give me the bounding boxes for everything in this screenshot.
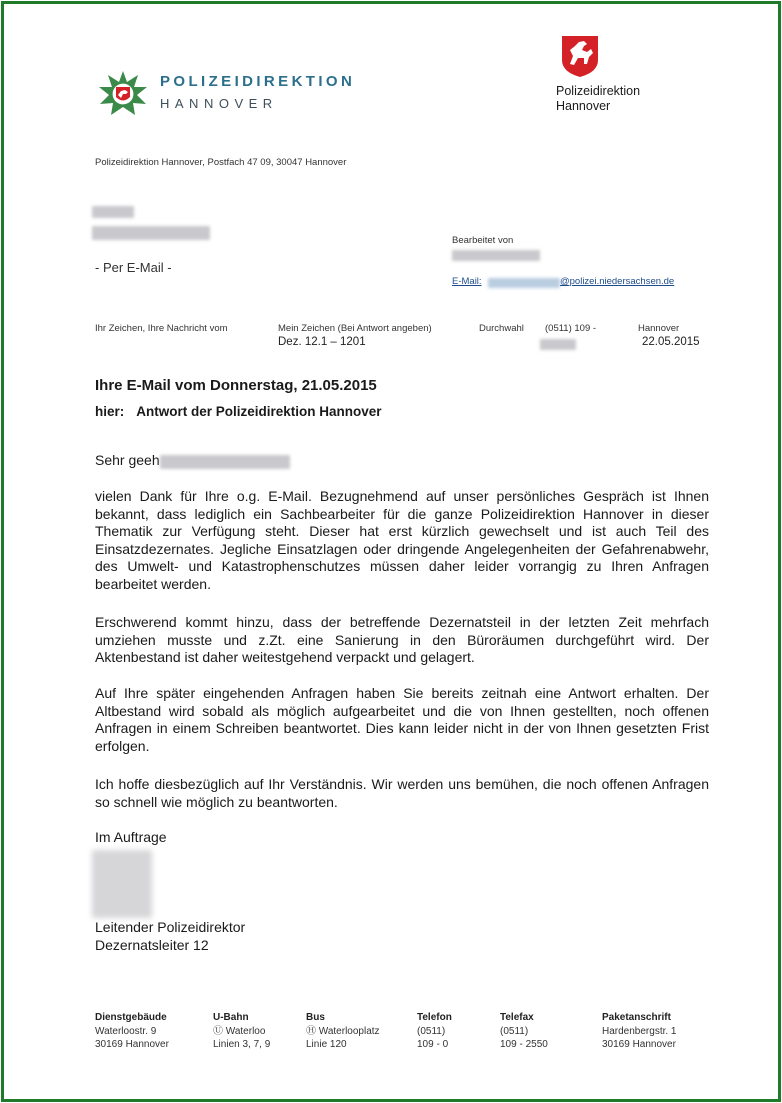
footer-heading: Paketanschrift — [602, 1012, 671, 1023]
signature-title-1: Leitender Polizeidirektor — [95, 919, 246, 935]
police-star-logo-icon — [98, 70, 148, 116]
redacted-recipient-address — [92, 226, 210, 240]
redacted-extension — [540, 339, 576, 350]
right-org-line2: Hannover — [556, 99, 611, 113]
footer-heading: Dienstgebäude — [95, 1012, 167, 1023]
footer-heading: U-Bahn — [213, 1012, 249, 1023]
subject-subline — [95, 404, 382, 419]
body-paragraph-4: Ich hoffe diesbezüglich auf Ihr Verständnis. Wir werden uns bemühen, die noch offenen Anfragen so schnell wie möglich zu beantworten. — [95, 776, 709, 810]
redacted-signature — [92, 850, 152, 918]
redacted-email-user — [488, 278, 560, 288]
footer-col-parcel — [602, 1011, 677, 1052]
extension-value: (0511) 109 - — [545, 323, 597, 334]
greeting-text: Sehr geeh — [95, 452, 160, 468]
org-name: POLIZEIDIREKTION — [160, 73, 356, 90]
subject-prefix: hier: — [95, 404, 125, 419]
delivery-method: - Per E-Mail - — [95, 260, 172, 275]
right-org-name — [556, 84, 640, 114]
footer-line: (0511) — [500, 1025, 529, 1037]
date-value: 22.05.2015 — [642, 336, 700, 348]
footer-heading: Telefax — [500, 1012, 534, 1023]
footer-line: Hardenbergstr. 1 — [602, 1025, 677, 1037]
footer-line: 30169 Hannover — [95, 1039, 169, 1050]
footer-line: Ⓤ Waterloo — [213, 1025, 266, 1037]
footer-col-fax — [500, 1011, 548, 1052]
footer-line: 109 - 2550 — [500, 1039, 548, 1050]
footer-heading: Bus — [306, 1012, 325, 1023]
footer-line: Linien 3, 7, 9 — [213, 1039, 271, 1050]
footer-col-phone — [417, 1011, 452, 1052]
footer-col-bus — [306, 1011, 380, 1052]
footer-line: (0511) — [417, 1025, 446, 1037]
subject-line: Ihre E-Mail vom Donnerstag, 21.05.2015 — [95, 377, 377, 394]
signature-block — [95, 918, 245, 954]
body-paragraph-3: Auf Ihre später eingehenden Anfragen haben Sie bereits zeitnah eine Antwort erhalten. Der Altbestand wird sobald als möglich aufgearbeitet und die von Ihnen gestellten, noch offenen Anfragen in einem Schreiben beantwortet. Dies kann leider nicht in der von Ihnen gesetzten Frist erfolgen. — [95, 685, 709, 754]
subject-text: Antwort der Polizeidirektion Hannover — [136, 404, 382, 419]
greeting — [95, 452, 160, 468]
extension-label: Durchwahl — [479, 323, 524, 334]
body-paragraph-1: vielen Dank für Ihre o.g. E-Mail. Bezugnehmend auf unser persönliches Gespräch ist Ihnen bekannt, dass lediglich ein Sachbearbeiter für die ganze Polizeidirektion Hannover in dieser Thematik zur Verfügung steht. Dieser hat erst kürzlich gewechselt und ist auch Teil des Einsatzdezernates. Jegliche Einsatzlagen oder dringende Angelegenheiten der Gefahrenabwehr, des Umwelt- und Katastrophenschutzes müssen daher leider vorrangig zu Ihren Anfragen bearbeitet werden. — [95, 488, 709, 592]
email-domain-link[interactable]: @polizei.niedersachsen.de — [560, 276, 675, 287]
place-label: Hannover — [638, 323, 680, 334]
right-org-line1: Polizeidirektion — [556, 84, 641, 98]
lower-saxony-horse-shield-icon — [560, 34, 600, 78]
redacted-recipient-name — [92, 206, 134, 218]
redacted-greeting-name — [160, 455, 290, 469]
footer-line: Waterloostr. 9 — [95, 1025, 157, 1037]
footer-line: Ⓗ Waterlooplatz — [306, 1025, 380, 1037]
email-label: E-Mail: — [452, 276, 482, 287]
footer-line: Linie 120 — [306, 1039, 347, 1050]
body-paragraph-2: Erschwerend kommt hinzu, dass der betreffende Dezernatsteil in der letzten Zeit mehrfach umziehen musste und z.Zt. eine Sanierung in den Büroräumen durchgeführt wird. Der Aktenbestand ist daher weitestgehend verpackt und gelagert. — [95, 614, 709, 665]
processed-by-label: Bearbeitet von — [452, 235, 514, 246]
closing: Im Auftrage — [95, 829, 167, 845]
sender-address-line: Polizeidirektion Hannover, Postfach 47 09, 30047 Hannover — [95, 157, 347, 168]
footer-heading: Telefon — [417, 1012, 452, 1023]
my-ref-value: Dez. 12.1 – 1201 — [278, 336, 366, 348]
org-city: HANNOVER — [160, 96, 278, 111]
footer-line: 30169 Hannover — [602, 1039, 676, 1050]
signature-title-2: Dezernatsleiter 12 — [95, 937, 209, 953]
redacted-processor-name — [452, 250, 540, 261]
footer-col-ubahn — [213, 1011, 270, 1052]
footer-col-building — [95, 1011, 169, 1052]
footer-line: 109 - 0 — [417, 1039, 449, 1050]
my-ref-label: Mein Zeichen (Bei Antwort angeben) — [278, 323, 432, 334]
your-ref-label: Ihr Zeichen, Ihre Nachricht vom — [95, 323, 228, 334]
